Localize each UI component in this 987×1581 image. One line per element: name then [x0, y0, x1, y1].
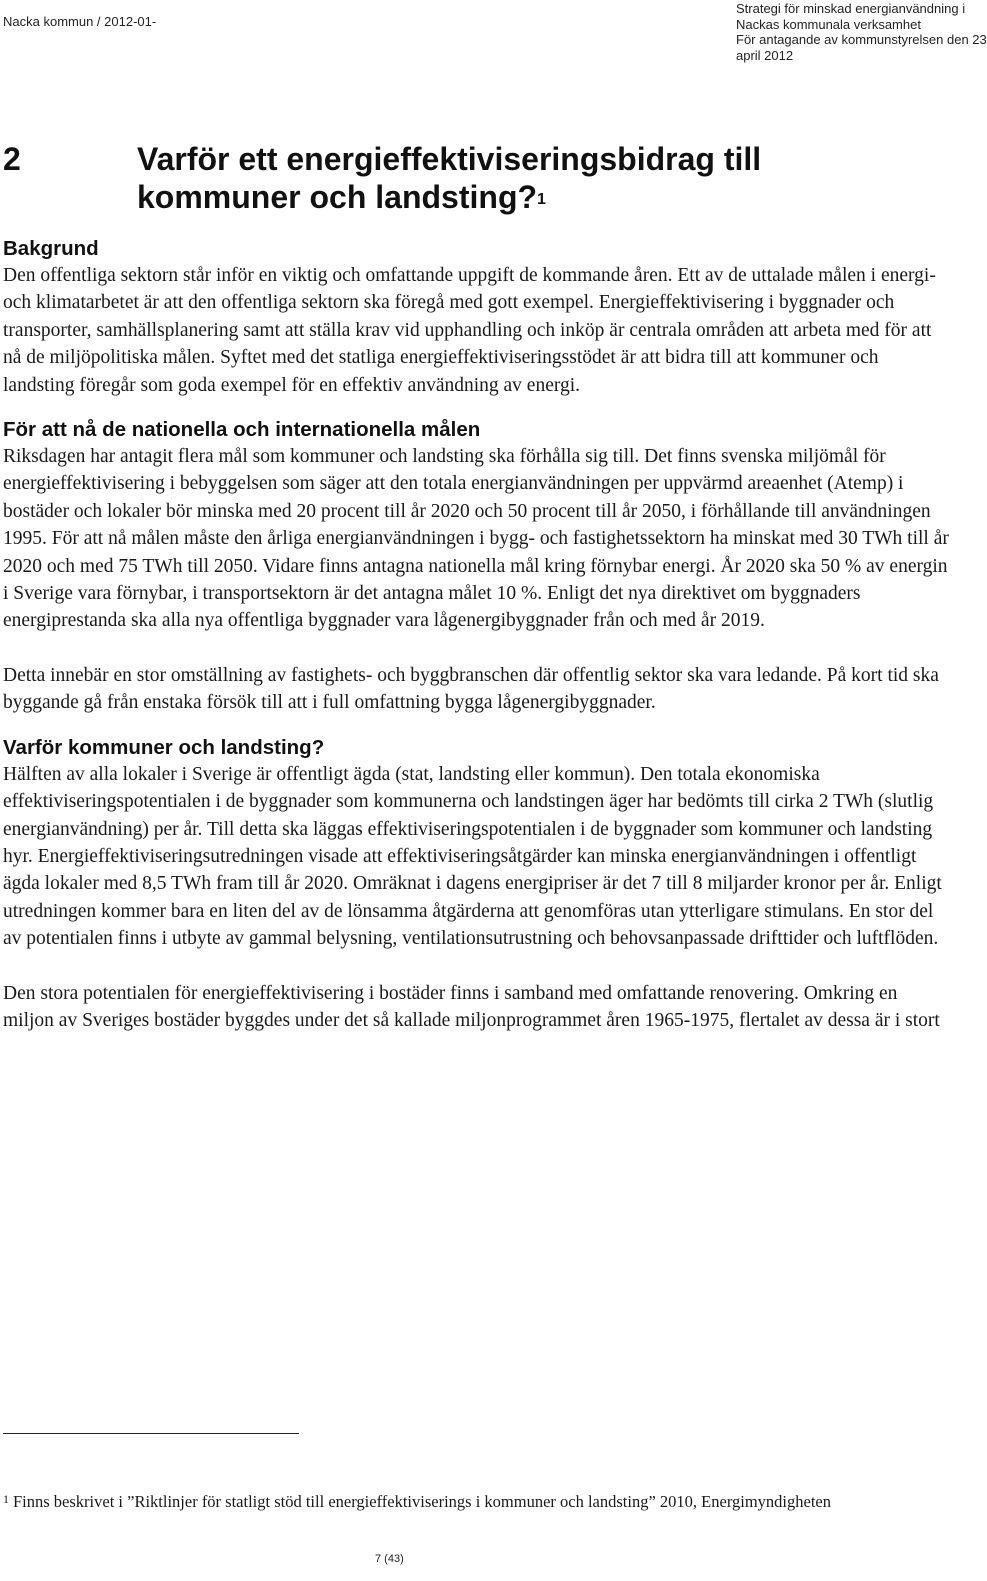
chapter-title	[137, 140, 917, 219]
paragraph: Den offentliga sektorn står inför en viktig och omfattande uppgift de kommande åren. Ett av de uttalade målen i energi- och klimatarbetet är att den offentliga sektorn ska föregå med gott exempel. Energieffektivisering i byggnader och transporter, samhällsplanering samt att ställa krav vid upphandling och inköp är centrala områden att arbeta med för att nå de miljöpolitiska målen. Syftet med det statliga energieffektiviseringsstödet är att bidra till att kommuner och landsting föregår som goda exempel för en effektiv användning av energi.	[3, 265, 936, 396]
header-right	[736, 1, 987, 63]
footnote-text: Finns beskrivet i ”Riktlinjer för statligt stöd till energieffektiviserings i kommuner och landsting” 2010, Energimyndigheten	[13, 1492, 831, 1511]
header-right-line: För antagande av kommunstyrelsen den 23	[736, 32, 987, 47]
section-heading-varfor: Varför kommuner och landsting?	[3, 735, 325, 759]
footnote-number: 1	[3, 1492, 9, 1506]
footnote-separator	[3, 1433, 299, 1434]
header-right-line: Strategi för minskad energianvändning i	[736, 1, 966, 16]
footnote-reference[interactable]: 1	[537, 191, 546, 208]
section-heading-bakgrund: Bakgrund	[3, 237, 99, 260]
main-content	[3, 236, 953, 1034]
header-right-line: april 2012	[736, 47, 794, 63]
section-heading-malen: För att nå de nationella och internationella målen	[3, 418, 481, 442]
chapter-number: 2	[3, 141, 21, 177]
paragraph: Den stora potentialen för energieffektivisering i bostäder finns i samband med omfattande renovering. Omkring en miljon av Sveriges bostäder byggdes under det så kallade miljonprogrammet åren 1965-1975, flertalet av dessa är i stort	[3, 982, 940, 1031]
header-right-line: Nackas kommunala verksamhet	[736, 16, 921, 32]
page-number: 7 (43)	[375, 1553, 404, 1565]
paragraph: Hälften av alla lokaler i Sverige är offentligt ägda (stat, landsting eller kommun). Den totala ekonomiska effektiviseringspotentialen i de byggnader som kommunerna och landstingen äger har bedömts till cirka 2 TWh (slutlig energianvändning) per år. Till detta ska läggas effektiviseringspotentialen i de byggnader som kommuner och landsting hyr. Energieffektiviseringsutredningen visade att effektiviseringsåtgärder kan minska energianvändningen i offentligt ägda lokaler med 8,5 TWh fram till år 2020. Omräknat i dagens energipriser är det 7 till 8 miljarder kronor per år. Enligt utredningen kommer bara en liten del av de lönsamma åtgärderna att genomföras utan ytterligare stimulans. En stor del av potentialen finns i utbyte av gammal belysning, ventilationsutrustning och behovsanpassade drifttider och luftflöden.	[3, 763, 942, 950]
paragraph: Riksdagen har antagit flera mål som kommuner och landsting ska förhålla sig till. Det finns svenska miljömål för energieffektivisering i bebyggelsen som säger att den totala energianvändningen per uppvärmd areaenhet (Atemp) i bostäder och lokaler bör minska med 20 procent till år 2020 och 50 procent till år 2050, i förhållande till användningen 1995. För att nå målen måste den årliga energianvändningen i bygg- och fastighetssektorn ha minskat med 30 TWh till år 2020 och med 75 TWh till 2050. Vidare finns antagna nationella mål kring förnybar energi. År 2020 ska 50 % av energin i Sverige vara förnybar, i transportsektorn är det antagna målet 10 %. Enligt det nya direktivet om byggnaders energiprestanda ska alla nya offentliga byggnader vara lågenergibyggnader från och med år 2019.	[3, 446, 949, 632]
footnote	[3, 1483, 903, 1518]
chapter-title-text: Varför ett energieffektiviseringsbidrag till kommuner och landsting?	[137, 141, 762, 215]
paragraph: Detta innebär en stor omställning av fastighets- och byggbranschen där offentlig sektor ska vara ledande. På kort tid ska byggande gå från enstaka försök till att i full omfattning bygga lågenergibyggnader.	[3, 664, 939, 714]
header-left: Nacka kommun / 2012-01-	[3, 14, 157, 29]
